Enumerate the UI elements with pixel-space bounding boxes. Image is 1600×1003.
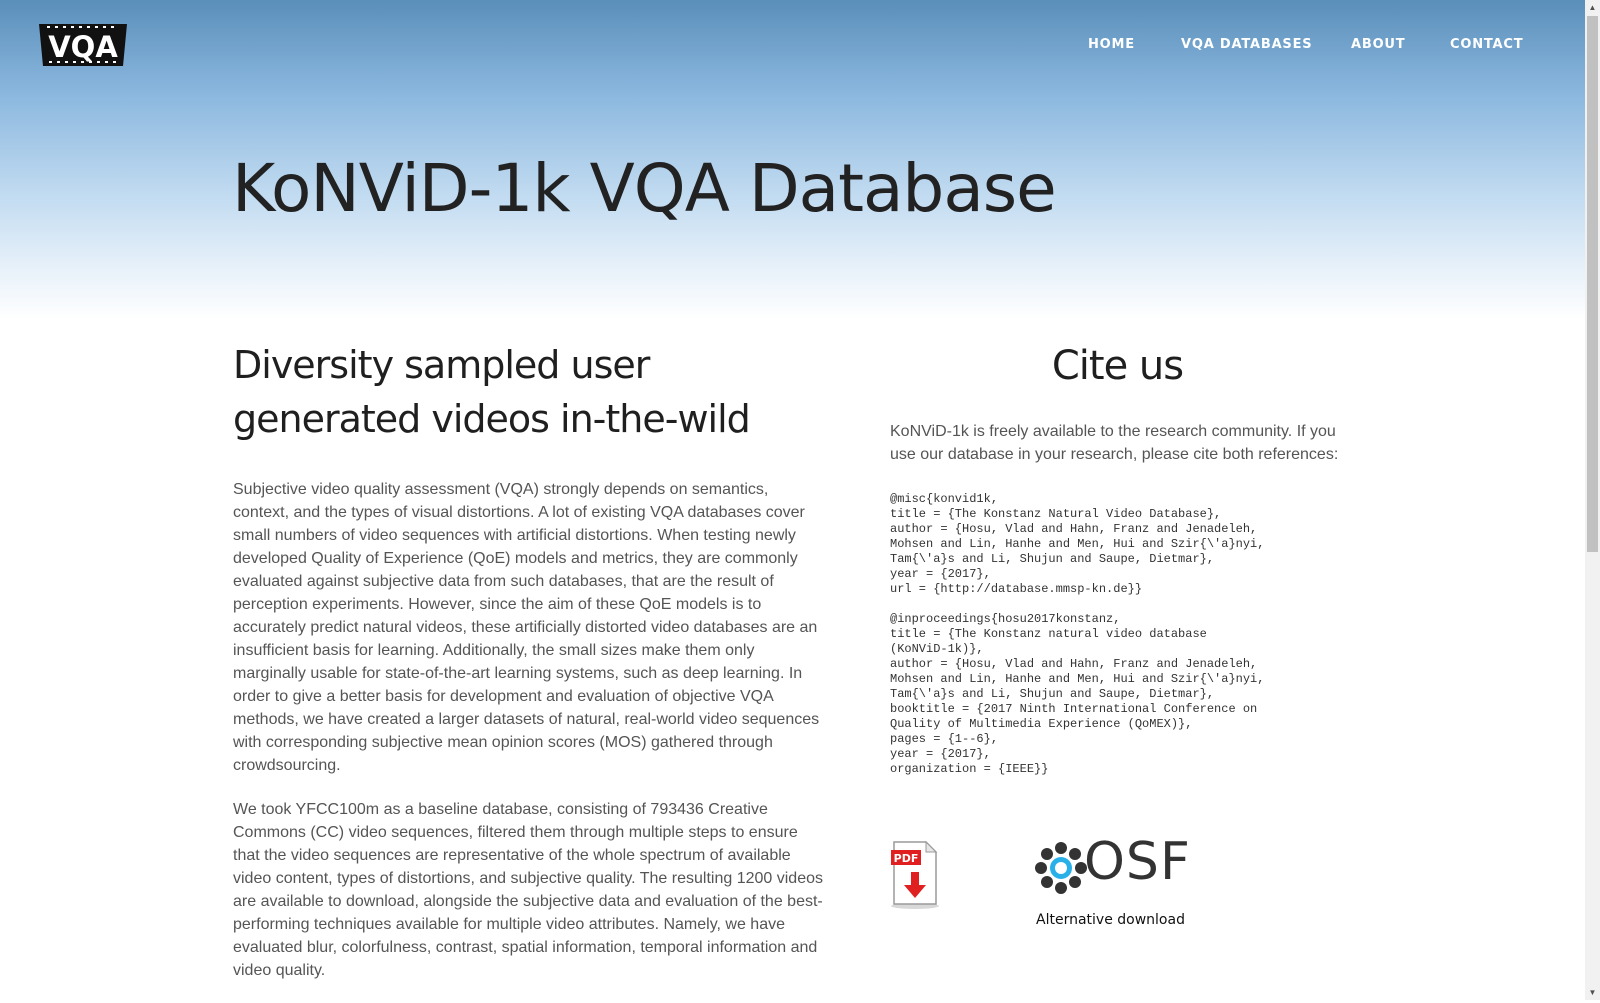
scroll-down-arrow-icon[interactable]: ▼ — [1588, 988, 1597, 997]
cite-heading: Cite us — [1051, 343, 1184, 389]
pdf-download-icon[interactable] — [890, 840, 940, 910]
nav-home[interactable]: HOME — [1088, 37, 1135, 52]
nav-vqa-databases[interactable]: VQA DATABASES — [1181, 37, 1313, 52]
logo-text: VQA — [48, 30, 118, 64]
page-scrollbar[interactable] — [1585, 0, 1600, 1000]
nav-about[interactable]: ABOUT — [1351, 37, 1406, 52]
download-area — [890, 832, 1345, 940]
scroll-up-arrow-icon[interactable]: ▲ — [1588, 3, 1597, 12]
nav-contact[interactable]: CONTACT — [1450, 37, 1524, 52]
cite-section — [890, 338, 1345, 792]
main-nav — [0, 37, 1585, 57]
description-section — [233, 338, 823, 1003]
osf-logo-icon[interactable] — [1035, 842, 1087, 894]
osf-wordmark[interactable]: OSF — [1084, 832, 1191, 892]
description-paragraph: We took YFCC100m as a baseline database, consisting of 793436 Creative Commons (CC) video sequences, filtered them through multiple steps to ensure that the video sequences are representative of the whole spectrum of available video content, types of distortions, and subjective quality. The resulting 1200 videos are available to download, alongside the subjective data and evaluation of the best-performing techniques available for multiple video attributes. Namely, we have evaluated blur, colorfulness, contrast, spatial information, temporal information and video quality. — [233, 801, 823, 979]
cite-intro: KoNViD-1k is freely available to the research community. If you use our database in your research, please cite both references: — [890, 423, 1339, 463]
scrollbar-thumb[interactable] — [1587, 16, 1598, 552]
page-title: KoNViD-1k VQA Database — [232, 150, 1056, 227]
bibtex-misc: @misc{konvid1k, title = {The Konstanz Natural Video Database}, author = {Hosu, Vlad and Hahn, Franz and Jenadeleh, Mohsen and Lin, Hanhe and Men, Hui and Szir{\'a}nyi, Tam{\'a}s and Li, Shujun and Saupe, Dietmar}, year = {2017}, url = {http://database.mmsp-kn.de}} — [890, 492, 1265, 596]
section-heading: Diversity sampled user generated videos in-the-wild — [233, 343, 750, 441]
alternative-download-link[interactable]: Alternative download — [1036, 912, 1185, 928]
description-paragraph: Subjective video quality assessment (VQA) strongly depends on semantics, context, and the types of visual distortions. A lot of existing VQA databases cover small numbers of video sequences with artificial distortions. When testing newly developed Quality of Experience (QoE) models and metrics, they are commonly evaluated against subjective data from such databases, that are the result of perception experiments. However, since the aim of these QoE models is to accurately predict natural videos, these artificially distorted video databases are an insufficient basis for learning. Additionally, the small sizes make them only marginally usable for state-of-the-art learning systems, such as deep learning. In order to give a better basis for development and evaluation of objective VQA methods, we have created a larger datasets of natural, real-world video sequences with corresponding subjective mean opinion scores (MOS) gathered through crowdsourcing. — [233, 481, 820, 774]
bibtex-inproceedings: @inproceedings{hosu2017konstanz, title = {The Konstanz natural video database (KoNViD-1k)}, author = {Hosu, Vlad and Hahn, Franz and Jenadeleh, Mohsen and Lin, Hanhe and Men, Hui and Szir{\'a}nyi, Tam{\'a}s and Li, Shujun and Saupe, Dietmar}, booktitle = {2017 Ninth International Conference on Quality of Multimedia Experience (QoMEX)}, pages = {1--6}, year = {2017}, organization = {IEEE}} — [890, 612, 1265, 776]
svg-text:PDF: PDF — [893, 852, 919, 865]
